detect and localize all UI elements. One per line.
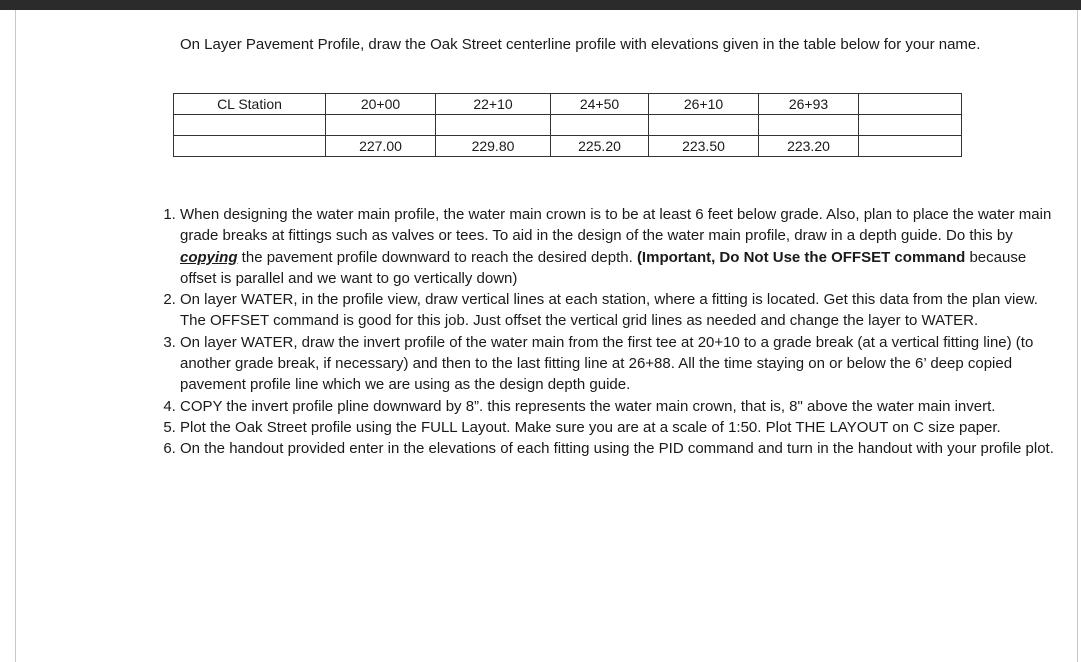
empty-cell	[551, 115, 649, 136]
empty-cell	[436, 115, 551, 136]
page-left-edge	[15, 10, 16, 662]
empty-cell	[649, 115, 759, 136]
empty-cell	[174, 136, 326, 157]
station-cell: 22+10	[436, 94, 551, 115]
list-item: 3. On layer WATER, draw the invert profile of the water main from the first tee at 20+10 to a grade break (at a vertical fitting line) (to another grade break, if necessary) and then to the last fitting line at 26+88. All the time staying on or below the 6’ deep copied pavement profile line which we are using as the design depth guide.	[180, 332, 1055, 396]
empty-cell	[759, 115, 859, 136]
intro-paragraph: On Layer Pavement Profile, draw the Oak Street centerline profile with elevations given in the table below for your name.	[180, 36, 981, 53]
table-row-elevations	[174, 136, 962, 157]
empty-cell	[859, 115, 962, 136]
elevation-cell: 223.20	[759, 136, 859, 157]
window-top-bar	[0, 0, 1081, 10]
bold-text: (Important, Do Not Use the OFFSET command	[636, 248, 966, 266]
page-right-edge	[1077, 10, 1078, 662]
table-row-empty	[174, 115, 962, 136]
empty-cell	[326, 115, 436, 136]
elevation-cell: 225.20	[551, 136, 649, 157]
list-item: 2. On layer WATER, in the profile view, draw vertical lines at each station, where a fitting is located. Get this data from the plan view. The OFFSET command is good for this job. Just offset the vertical grid lines as needed and change the layer to WATER.	[180, 289, 1055, 332]
table-row-stations	[174, 94, 962, 115]
elevation-cell: 227.00	[326, 136, 436, 157]
instruction-list	[140, 204, 1055, 460]
step-text: because offset is parallel and we want to go vertically down)	[180, 248, 1027, 287]
empty-cell	[174, 115, 326, 136]
table-header-cell: CL Station	[174, 94, 326, 115]
elevation-cell: 229.80	[436, 136, 551, 157]
list-item	[180, 204, 1055, 289]
station-cell: 26+10	[649, 94, 759, 115]
station-elevation-table	[173, 93, 962, 157]
elevation-cell: 223.50	[649, 136, 759, 157]
station-cell: 24+50	[551, 94, 649, 115]
station-cell	[859, 94, 962, 115]
station-cell: 20+00	[326, 94, 436, 115]
list-item: 6. On the handout provided enter in the elevations of each fitting using the PID command and turn in the handout with your profile plot.	[180, 438, 1055, 459]
emphasis-text: copying	[180, 248, 238, 266]
step-text: the pavement profile downward to reach the desired depth.	[237, 248, 637, 266]
step-text: When designing the water main profile, the water main crown is to be at least 6 feet below grade. Also, plan to place the water main grade breaks at fittings such as valves or tees. To aid in the design of the water main profile, draw in a depth guide. Do this by	[180, 206, 1052, 245]
elevation-cell	[859, 136, 962, 157]
list-item: 4. COPY the invert profile pline downward by 8”. this represents the water main crown, that is, 8" above the water main invert.	[180, 396, 1055, 417]
station-cell: 26+93	[759, 94, 859, 115]
list-item: 5. Plot the Oak Street profile using the FULL Layout. Make sure you are at a scale of 1:50. Plot THE LAYOUT on C size paper.	[180, 417, 1055, 438]
